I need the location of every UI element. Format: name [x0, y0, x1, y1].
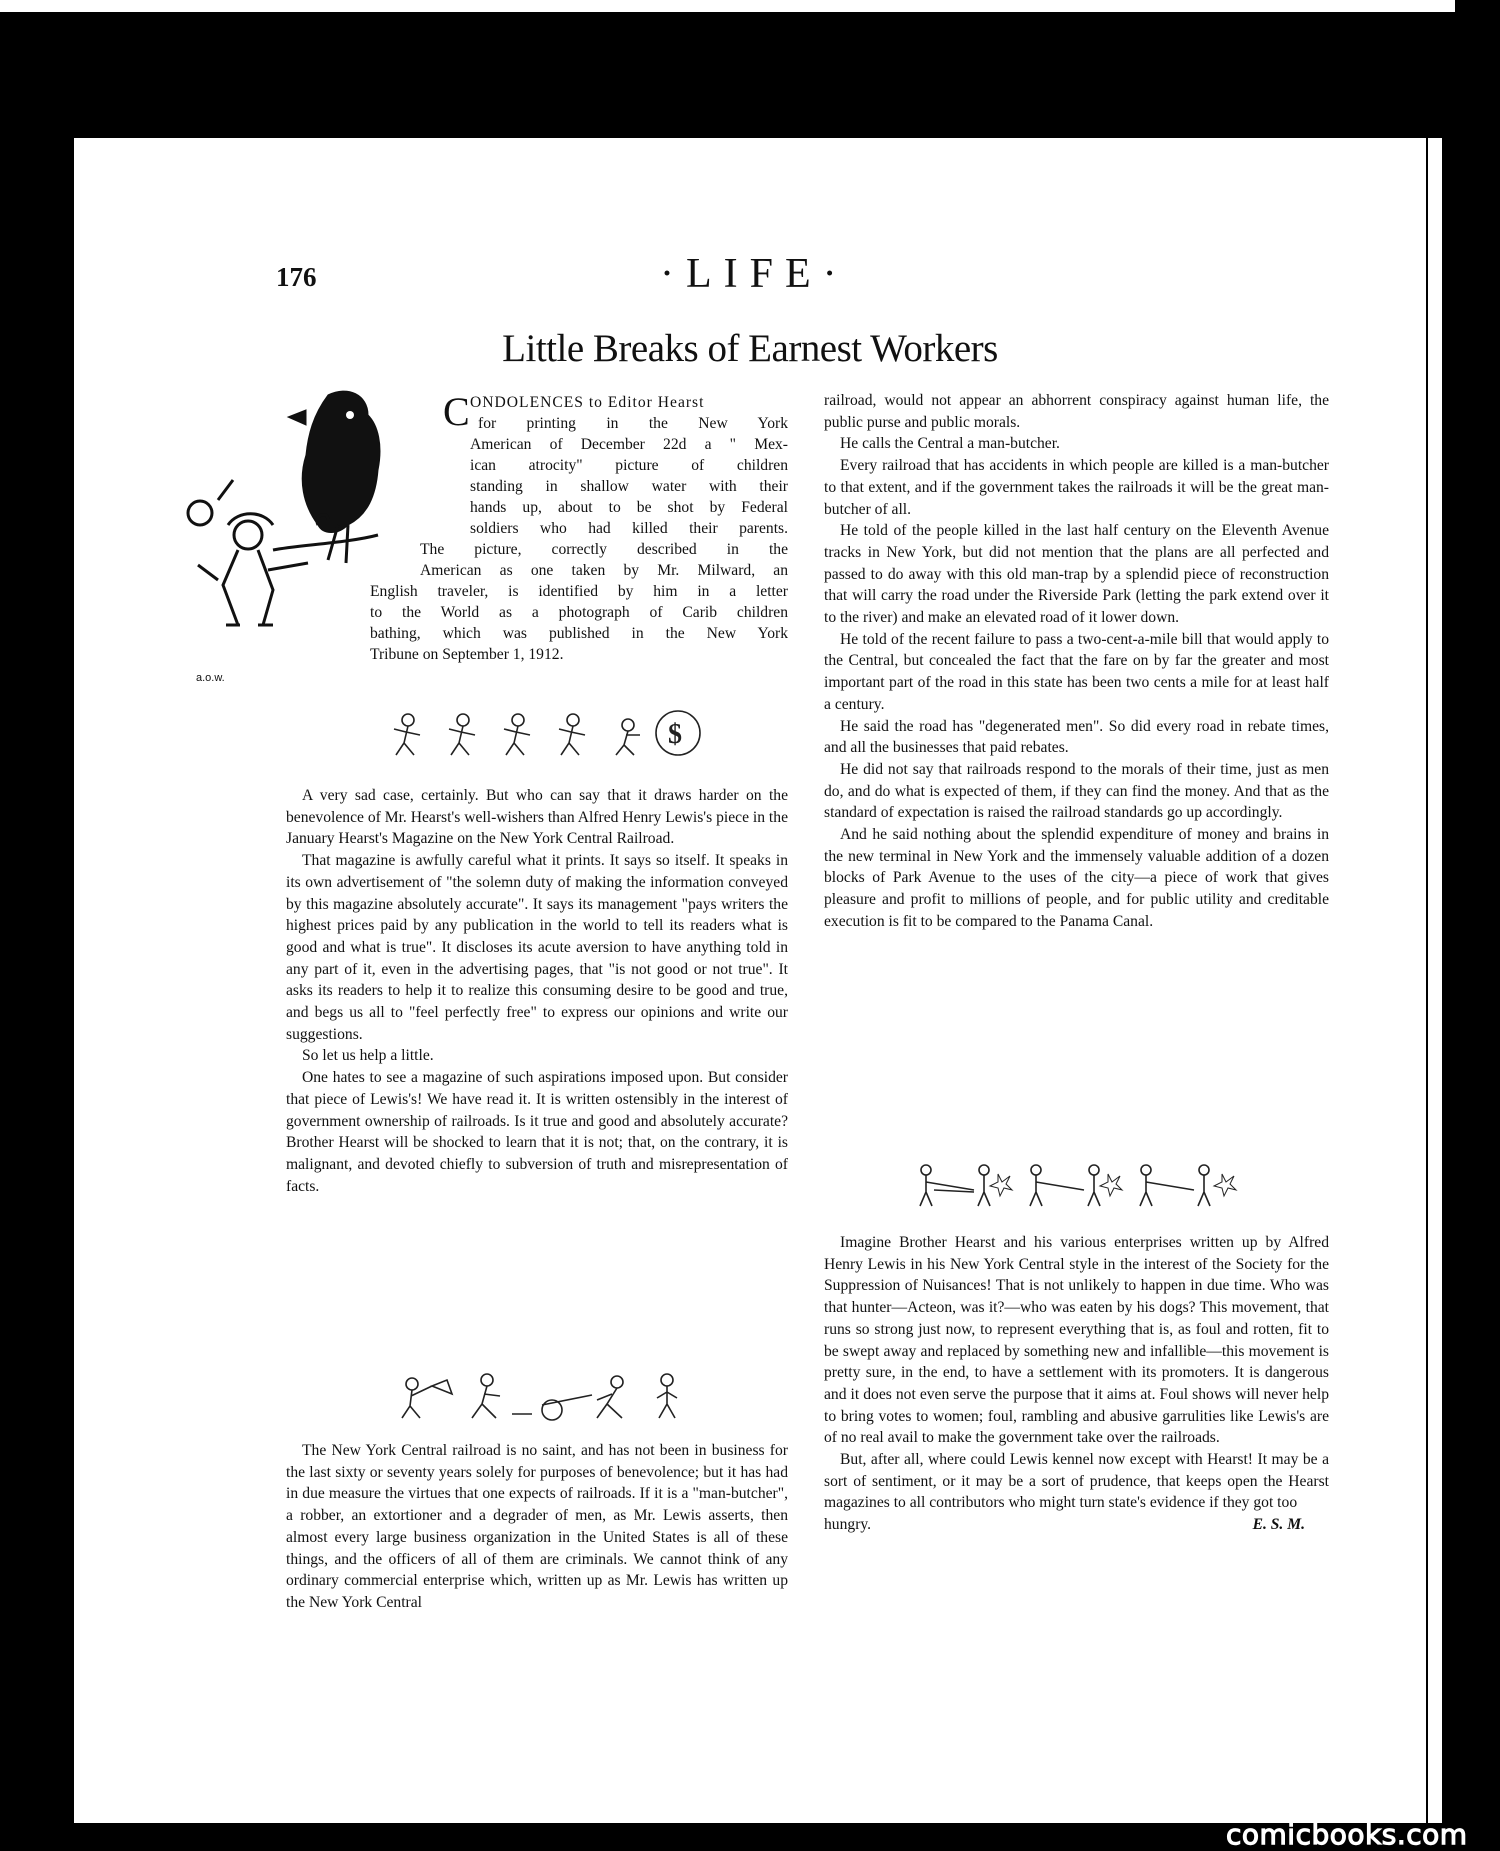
paragraph: Imagine Brother Hearst and his various enterprises written up by Alfred Henry Lewis in his New York Central style in the interest of the Society for the Suppression of Nuisances! That is not unlikely to happen in due time. Who was that hunter—Acteon, was it?—who was eaten by his dogs? This movement, that runs so strong just now, to represent everything that is, as foul and rotten, fit to be swept away and replaced by something new and infallible—this movement is pretty sure, in the end, to have a settlement with its promoters. It is dangerous and it does not even serve the purpose that it aims at. Foul shows will never help to bring votes to women; foul, rambling and abusive garrulities like Lewis's are of no real avail to make the government take over the railroads.: [824, 1234, 1329, 1447]
last-word: hungry.: [824, 1516, 872, 1534]
lead-line: for printing in the New York: [478, 415, 788, 432]
paragraph: That magazine is awfully careful what it prints. It says so itself. It speaks in its own advertisement of "the solemn duty of making the information conveyed by this magazine absolutely accurate". It says its management "pays writers the highest prices paid by any publication in the world to tell its readers what is good and what is true". It discloses its acute aversion to have anything told in any part of it, even in the advertising pages, that "is not good or not true". It asks its readers to help it to realize this consuming desire to be good and true, and begs us all to "feel perfectly free" to express our opinions and write our suggestions.: [286, 852, 788, 1043]
figures-with-cannon-ornament: [392, 1370, 692, 1425]
lead-line: standing in shallow water with their: [470, 478, 788, 495]
paragraph: A very sad case, certainly. But who can say that it draws harder on the benevolence of Mr. Hearst's well-wishers than Alfred Henry Lewis's piece in the January Hearst's Magazine on the New York Central Railroad.: [286, 787, 788, 848]
masthead: ·LIFE·: [660, 251, 849, 297]
paragraph: He told of the people killed in the last half century on the Eleventh Avenue tracks in New York, but did not mention that the plans are all perfected and passed to do away with this old man-trap by a splendid piece of reconstruction that will carry the road under the Riverside Park (letting the park extend over it to the river) and make an elevated road of it lower down.: [824, 522, 1329, 627]
running-figures-ornament: [368, 705, 708, 765]
paragraph: He told of the recent failure to pass a two-cent-a-mile bill that would apply to the Central, but concealed the fact that the fare on by far the greater and most important part of the road in this state has been two cents a mile for at least half a century.: [824, 630, 1329, 713]
drop-cap: C: [443, 389, 470, 434]
lead-line: soldiers who had killed their parents.: [470, 520, 788, 537]
paragraph: One hates to see a magazine of such aspirations imposed upon. But consider that piece of Lewis's! We have read it. It is written ostensibly in the interest of government ownership of railroads. Is it true and good and absolutely accurate? Brother Hearst will be shocked to learn that it is not; that, on the contrary, it is malignant, and devoted chiefly to subversion of truth and misrepresentation of facts.: [286, 1069, 788, 1195]
carrying-figures-ornament: [914, 1162, 1244, 1212]
paragraph: And he said nothing about the splendid expenditure of money and brains in the new terminal in New York and the immensely valuable addition of a dozen blocks of Park Avenue to the uses of the city—a piece of work that gives pleasure and profit to millions of people, and for public utility and creditable execution is fit to be compared to the Panama Canal.: [824, 826, 1329, 930]
paragraph: He did not say that railroads respond to the morals of their time, just as men do, and do what is expected of them, if they can find the money. And that as the standard of expectation is raised the railroad standards go up accordingly.: [824, 760, 1329, 822]
paragraph: Every railroad that has accidents in which people are killed is a man-butcher to that extent, and if the government takes the railroads it will be the great man-butcher of all.: [824, 457, 1329, 518]
lead-line: to the World as a photograph of Carib children: [370, 604, 788, 621]
paragraph: railroad, would not appear an abhorrent conspiracy against human life, the public purse and public morals.: [824, 392, 1329, 431]
page-edge: [1428, 138, 1442, 1823]
lead-line: American as one taken by Mr. Milward, an: [420, 562, 788, 579]
left-column-body-2: [286, 1440, 788, 1614]
svg-text:$: $: [668, 719, 682, 750]
paragraph: He said the road has "degenerated men". So did every road in rebate times, and all the businesses that paid rebates.: [824, 717, 1329, 757]
paragraph: He calls the Central a man-butcher.: [840, 435, 1060, 453]
lead-line: bathing, which was published in the New York: [370, 625, 788, 642]
lead-line: hands up, about to be shot by Federal: [470, 499, 788, 516]
author-signature: E. S. M.: [1252, 1516, 1305, 1534]
paragraph: So let us help a little.: [302, 1047, 434, 1065]
artist-mark: a.o.w.: [196, 672, 225, 684]
headline: Little Breaks of Earnest Workers: [502, 327, 998, 370]
scan-top-strip: [0, 0, 1455, 12]
lead-line: ONDOLENCES to Editor Hearst: [470, 394, 705, 411]
paragraph: But, after all, where could Lewis kennel now except with Hearst! It may be a sort of sentiment, or it may be a sort of prudence, that keeps open the Hearst magazines to all contributors who might turn state's evidence if they got too: [824, 1451, 1329, 1512]
lead-line: American of December 22d a " Mex-: [470, 436, 788, 453]
lead-line: English traveler, is identified by him in a letter: [370, 583, 788, 600]
left-column-body: [286, 785, 788, 1197]
lead-line: The picture, correctly described in the: [420, 541, 788, 558]
right-column-body-2: [824, 1232, 1329, 1536]
right-column-body: [824, 390, 1329, 933]
paragraph: The New York Central railroad is no saint, and has not been in business for the last sixty or seventy years solely for purposes of benevolence; but it has had in due measure the virtues that one expects of railroads. If it is a "man-butcher", a robber, an extortioner and a degrader of men, as Mr. Lewis asserts, then almost every large business organization in the United States is all of these things, and the officers of all of them are criminals. We cannot think of any ordinary commercial enterprise which, written up as Mr. Lewis has written up the New York Central: [286, 1442, 788, 1611]
lead-line: Tribune on September 1, 1912.: [370, 646, 564, 663]
lead-line: ican atrocity" picture of children: [470, 457, 788, 474]
page-number: 176: [276, 262, 317, 292]
watermark: comicbooks.com: [1226, 1818, 1468, 1851]
closing-line: [824, 1514, 1329, 1536]
